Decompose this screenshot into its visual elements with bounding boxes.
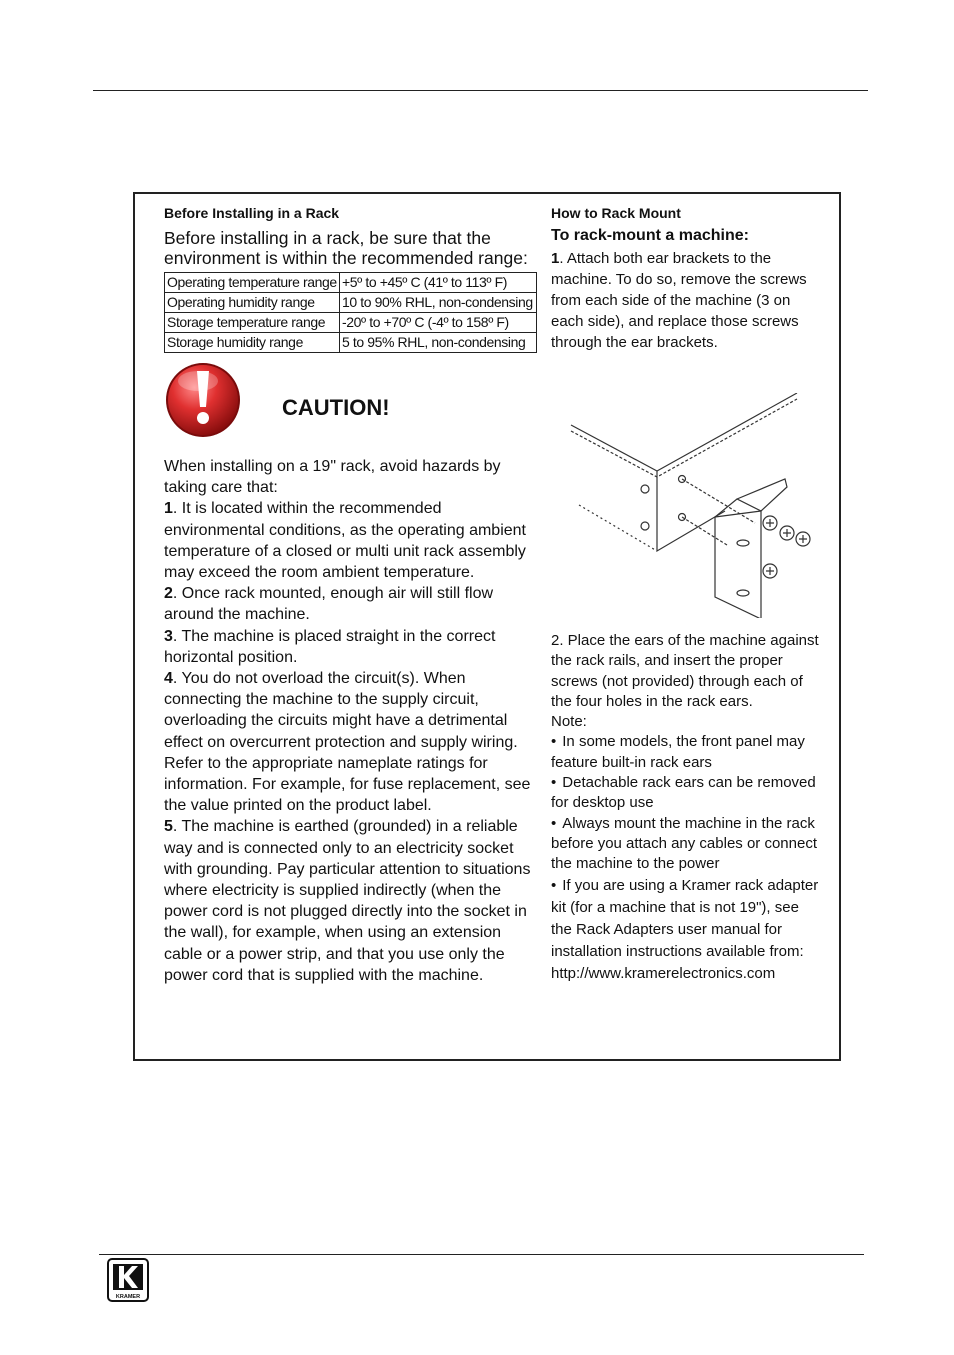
item-number: 2 [164, 585, 173, 603]
env-label: Storage humidity range [165, 333, 340, 353]
env-value: -20º to +70º C (-4º to 158º F) [340, 313, 537, 333]
right-lower-text [551, 631, 821, 985]
item-number: 5 [164, 818, 173, 836]
left-column [164, 204, 539, 986]
step-1 [551, 248, 821, 353]
list-item [164, 626, 539, 668]
list-item [164, 816, 539, 986]
env-value: 10 to 90% RHL, non-condensing [340, 293, 537, 313]
env-label: Storage temperature range [165, 313, 340, 333]
table-row [165, 293, 537, 313]
item-number: 3 [164, 627, 173, 645]
table-row [165, 313, 537, 333]
list-item [164, 668, 539, 816]
list-item: • Detachable rack ears can be removed for desktop use [551, 773, 821, 814]
environment-lead: Before installing in a rack, be sure that the environment is within the recommended range: [164, 228, 528, 268]
logo-text: KRAMER [115, 1294, 141, 1300]
table-row [165, 273, 537, 293]
env-label: Operating humidity range [165, 293, 340, 313]
kramer-logo [107, 1258, 149, 1302]
env-value: 5 to 95% RHL, non-condensing [340, 333, 537, 353]
rack-ear-diagram [565, 393, 820, 618]
table-row [165, 333, 537, 353]
env-label: Operating temperature range [165, 273, 340, 293]
item-text: . Once rack mounted, enough air will still flow around the machine. [164, 585, 494, 624]
item-text: . The machine is earthed (grounded) in a reliable way and is connected only to an electricity socket with grounding. Pay particular attention to situations where electricity is supplied indirectly (when the power cord is not plugged directly into the socket in the wall), for example, when using an extension cable or a power strip, and that you use only the power cord that is supplied with the machine. [164, 818, 531, 984]
env-value: +5º to +45º C (41º to 113º F) [340, 273, 537, 293]
right-column [551, 204, 821, 353]
list-item: • If you are using a Kramer rack adapter kit (for a machine that is not 19"), see the Rack Adapters user manual for installation instructions available from: http://www.kramerelectronics.com [551, 875, 821, 985]
rack-mount-heading: How to Rack Mount [551, 205, 681, 221]
caution-title: CAUTION! [282, 395, 390, 420]
note-label: Note: [551, 713, 587, 731]
rack-mount-subheading: To rack-mount a machine: [551, 227, 749, 244]
item-number: 4 [164, 670, 173, 688]
item-text: . You do not overload the circuit(s). When connecting the machine to the supply circuit, overloading the circuits might have a detrimental effect on overcurrent protection and supply wiring. Refer to the appropriate nameplate ratings for information. For example, for fuse replacement, see the value printed on the product label. [164, 670, 531, 815]
caution-exclamation-icon [164, 361, 244, 441]
header-rule [93, 90, 868, 91]
item-text: . The machine is placed straight in the correct horizontal position. [164, 627, 496, 666]
list-item [164, 583, 539, 625]
step-number: 1 [551, 250, 560, 267]
list-item [164, 498, 539, 583]
item-number: 1 [164, 500, 173, 518]
caution-intro: When installing on a 19" rack, avoid hazards by taking care that: [164, 458, 501, 497]
before-installing-heading: Before Installing in a Rack [164, 205, 340, 221]
caution-block [164, 361, 539, 456]
footer-rule [99, 1254, 864, 1255]
step-text: . Attach both ear brackets to the machine. To do so, remove the screws from each side of the machine (3 on each side), and replace those screws through the ear brackets. [551, 250, 807, 351]
environment-table [164, 272, 537, 353]
caution-body [164, 456, 539, 986]
item-text: . It is located within the recommended environmental conditions, as the operating ambient temperature of a closed or multi unit rack assembly may exceed the room ambient temperature. [164, 500, 526, 582]
list-item: • Always mount the machine in the rack before you attach any cables or connect the machine to the power [551, 814, 821, 875]
list-item: • In some models, the front panel may feature built-in rack ears [551, 732, 821, 773]
step-2: 2. Place the ears of the machine against the rack rails, and insert the proper screws (not provided) through each of the four holes in the rack ears. [551, 632, 819, 710]
